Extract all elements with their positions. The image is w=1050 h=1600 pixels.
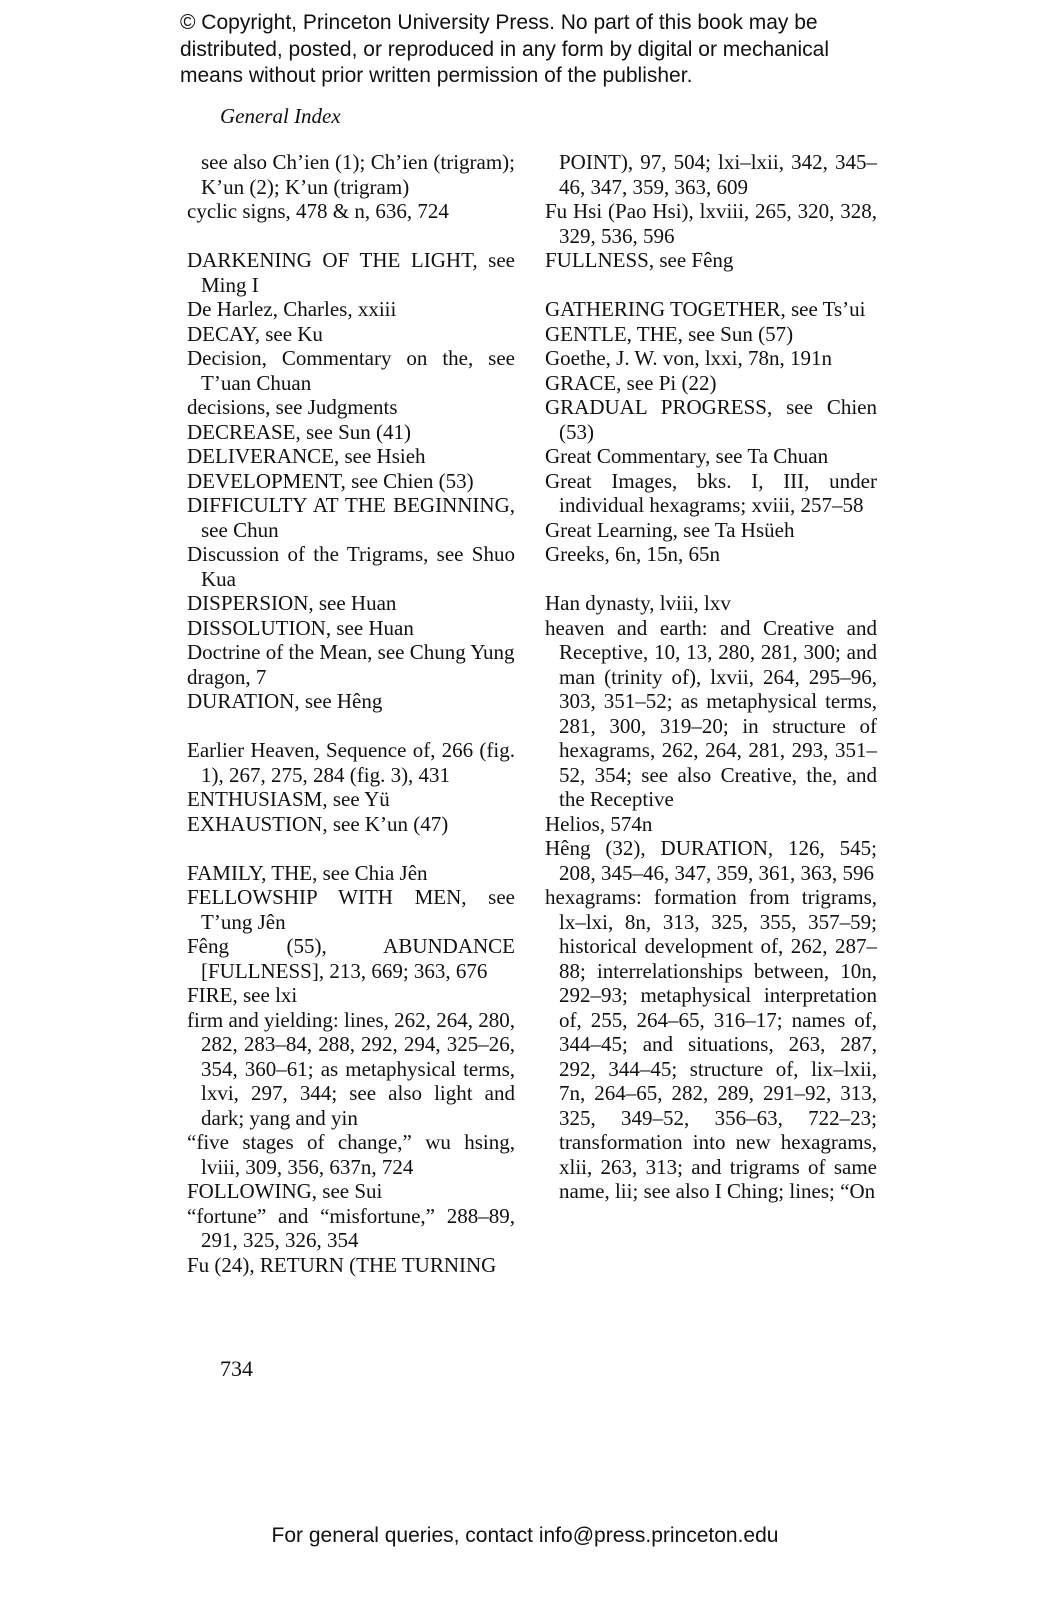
index-entry: see also Ch’ien (1); Ch’ien (trigram); K’un (2); K’un (trigram) — [201, 150, 515, 199]
index-entry: Great Learning, see Ta Hsüeh — [545, 517, 795, 542]
index-entry: Hêng (32), DURATION, 126, 545; 208, 345–46, 347, 359, 361, 363, 596 — [545, 836, 877, 885]
index-entry: FELLOWSHIP WITH MEN, see T’ung Jên — [187, 885, 515, 934]
index-entry: dragon, 7 — [187, 664, 267, 689]
index-entry: De Harlez, Charles, xxiii — [187, 297, 397, 321]
index-entry: DISSOLUTION, see Huan — [187, 615, 414, 640]
running-head: General Index — [220, 104, 341, 128]
index-entry: Earlier Heaven, Sequence of, 266 (fig. 1), 267, 275, 284 (fig. 3), 431 — [187, 738, 515, 787]
index-entry: Decision, Commentary on the, see T’uan Chuan — [187, 346, 515, 395]
index-entry: decisions, see Judgments — [187, 395, 398, 419]
index-entry: DISPERSION, see Huan — [187, 591, 397, 615]
index-entry: GENTLE, THE, see Sun (57) — [545, 321, 794, 346]
index-entry: DEVELOPMENT, see Chien (53) — [187, 468, 474, 493]
index-entry: GRACE, see Pi (22) — [545, 370, 717, 395]
index-entry: Goethe, J. W. von, lxxi, 78n, 191n — [545, 346, 832, 370]
copyright-line: means without prior written permission of the publisher. — [180, 64, 693, 87]
index-entry: Helios, 574n — [545, 811, 653, 836]
footer-contact: For general queries, contact info@press.princeton.edu — [271, 1524, 779, 1547]
index-entry: heaven and earth: and Creative and Receptive, 10, 13, 280, 281, 300; and man (trinity of), lxvii, 264, 295–96, 303, 351–52; as metaphysical terms, 281, 300, 319–20; in structure of hexagrams, 262, 264, 281, 293, 351–52, 354; see also Creative, the, and the Receptive — [545, 615, 877, 811]
index-entry: DECREASE, see Sun (41) — [187, 419, 411, 444]
index-entry: Discussion of the Trigrams, see Shuo Kua — [187, 542, 515, 591]
letter-section-gap — [187, 714, 515, 739]
index-entry: DURATION, see Hêng — [187, 689, 383, 713]
index-entry: POINT), 97, 504; lxi–lxii, 342, 345–46, 347, 359, 363, 609 — [559, 150, 877, 199]
index-column-right — [545, 150, 877, 1204]
index-entry: cyclic signs, 478 & n, 636, 724 — [187, 199, 449, 223]
index-entry: Greeks, 6n, 15n, 65n — [545, 542, 720, 566]
page-number: 734 — [220, 1356, 253, 1381]
index-entry: GRADUAL PROGRESS, see Chien (53) — [545, 395, 877, 444]
index-entry: DIFFICULTY AT THE BEGINNING, see Chun — [187, 493, 515, 542]
letter-section-gap — [545, 273, 877, 298]
index-entry: ENTHUSIASM, see Yü — [187, 787, 390, 811]
index-entry: DECAY, see Ku — [187, 321, 323, 346]
index-entry: FULLNESS, see Fêng — [545, 248, 734, 272]
letter-section-gap — [545, 567, 877, 592]
index-entry: Fu Hsi (Pao Hsi), lxviii, 265, 320, 328, 329, 536, 596 — [545, 199, 877, 248]
index-column-left — [187, 150, 515, 1277]
index-entry: DARKENING OF THE LIGHT, see Ming I — [187, 248, 515, 297]
index-entry: firm and yielding: lines, 262, 264, 280, 282, 283–84, 288, 292, 294, 325–26, 354, 360–61; as metaphysical terms, lxvi, 297, 344; see also light and dark; yang and yin — [187, 1007, 515, 1130]
index-entry: Han dynasty, lviii, lxv — [545, 591, 731, 615]
index-entry: Fêng (55), ABUNDANCE [FULLNESS], 213, 669; 363, 676 — [187, 934, 515, 983]
index-entry: FIRE, see lxi — [187, 983, 298, 1007]
index-entry: Doctrine of the Mean, see Chung Yung — [187, 640, 515, 664]
index-entry: GATHERING TOGETHER, see Ts’ui — [545, 297, 866, 321]
index-entry: EXHAUSTION, see K’un (47) — [187, 811, 449, 836]
index-entry: FAMILY, THE, see Chia Jên — [187, 860, 428, 885]
copyright-line: © Copyright, Princeton University Press. No part of this book may be — [180, 11, 818, 34]
index-entry: DELIVERANCE, see Hsieh — [187, 444, 426, 468]
index-entry: FOLLOWING, see Sui — [187, 1179, 383, 1203]
index-entry: Great Commentary, see Ta Chuan — [545, 444, 829, 468]
index-entry: “fortune” and “misfortune,” 288–89, 291, 325, 326, 354 — [187, 1203, 515, 1252]
index-entry: hexagrams: formation from trigrams, lx–lxi, 8n, 313, 325, 355, 357–59; historical development of, 262, 287–88; interrelationships between, 10n, 292–93; metaphysical interpretation of, 255, 264–65, 316–17; names of, 344–45; and situations, 263, 287, 292, 344–45; structure of, lix–lxii, 7n, 264–65, 282, 289, 291–92, 313, 325, 349–52, 356–63, 722–23; transformation into new hexagrams, xlii, 263, 313; and trigrams of same name, lii; see also I Ching; lines; “On — [545, 885, 877, 1203]
letter-section-gap — [187, 836, 515, 861]
letter-section-gap — [187, 224, 515, 249]
index-entry: Fu (24), RETURN (THE TURNING — [187, 1252, 497, 1277]
index-entry: Great Images, bks. I, III, under individual hexagrams; xviii, 257–58 — [545, 468, 877, 517]
index-entry: “five stages of change,” wu hsing, lviii, 309, 356, 637n, 724 — [187, 1130, 515, 1179]
copyright-notice — [180, 10, 900, 90]
copyright-line: distributed, posted, or reproduced in any form by digital or mechanical — [180, 37, 830, 61]
